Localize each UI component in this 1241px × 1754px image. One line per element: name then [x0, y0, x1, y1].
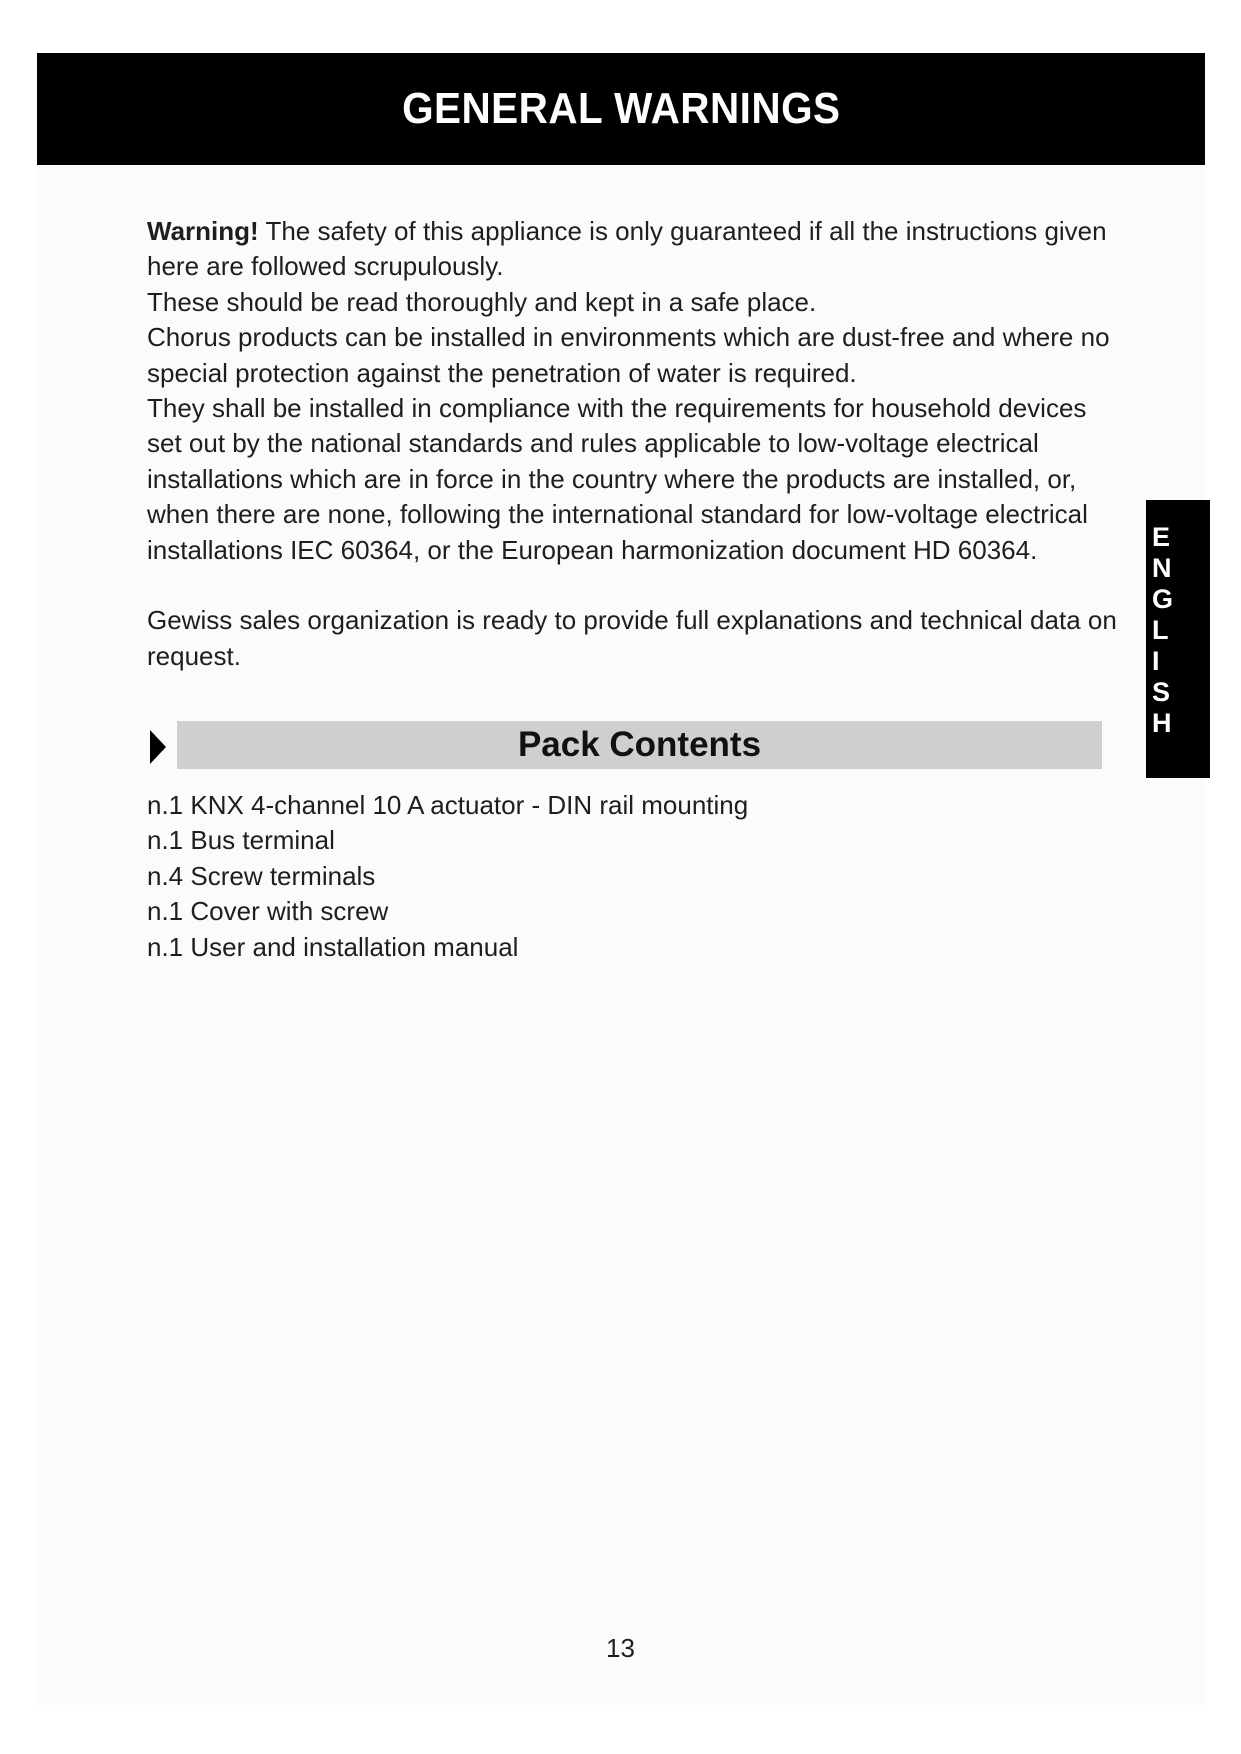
warnings-section [147, 214, 1127, 674]
warning-lead-text: The safety of this appliance is only guaranteed if all the instructions given here are followed scrupulously. [147, 216, 1107, 282]
pack-contents-title: Pack Contents [517, 725, 762, 764]
list-item: n.1 Bus terminal [147, 825, 335, 856]
language-letter: N [1152, 553, 1172, 583]
language-letter: I [1152, 646, 1160, 676]
standards-paragraph: They shall be installed in compliance with the requirements for household devices set out by the national standards and rules applicable to low-voltage electrical installations which are in force in the country where the products are installed, or, when there are none, following the international standard for low-voltage electrical installations IEC 60364, or the European harmonization document HD 60364. [147, 393, 1088, 565]
language-letter: G [1152, 584, 1174, 614]
environment-paragraph: Chorus products can be installed in environments which are dust-free and where no special protection against the penetration of water is required. [147, 322, 1110, 388]
language-letter: L [1152, 615, 1169, 645]
language-letter: E [1152, 522, 1171, 552]
page-number: 13 [606, 1633, 635, 1663]
page-title: GENERAL WARNINGS [401, 84, 841, 133]
pack-contents-list [147, 788, 748, 965]
pack-contents-heading-bar [177, 721, 1102, 769]
warning-lead: Warning! [147, 216, 259, 246]
list-item: n.1 User and installation manual [147, 931, 519, 962]
language-tab [1146, 500, 1210, 778]
warning-paragraph [147, 214, 1127, 285]
storage-paragraph: These should be read thoroughly and kept in a safe place. [147, 286, 817, 317]
language-letter: H [1152, 708, 1172, 738]
list-item: n.1 Cover with screw [147, 896, 389, 927]
list-item: n.4 Screw terminals [147, 860, 376, 891]
section-arrow-icon [150, 730, 166, 764]
language-letter: S [1152, 677, 1171, 707]
list-item: n.1 KNX 4-channel 10 A actuator - DIN rail mounting [147, 790, 749, 820]
sales-paragraph: Gewiss sales organization is ready to provide full explanations and technical data on request. [147, 605, 1117, 671]
header-bar [37, 53, 1205, 165]
